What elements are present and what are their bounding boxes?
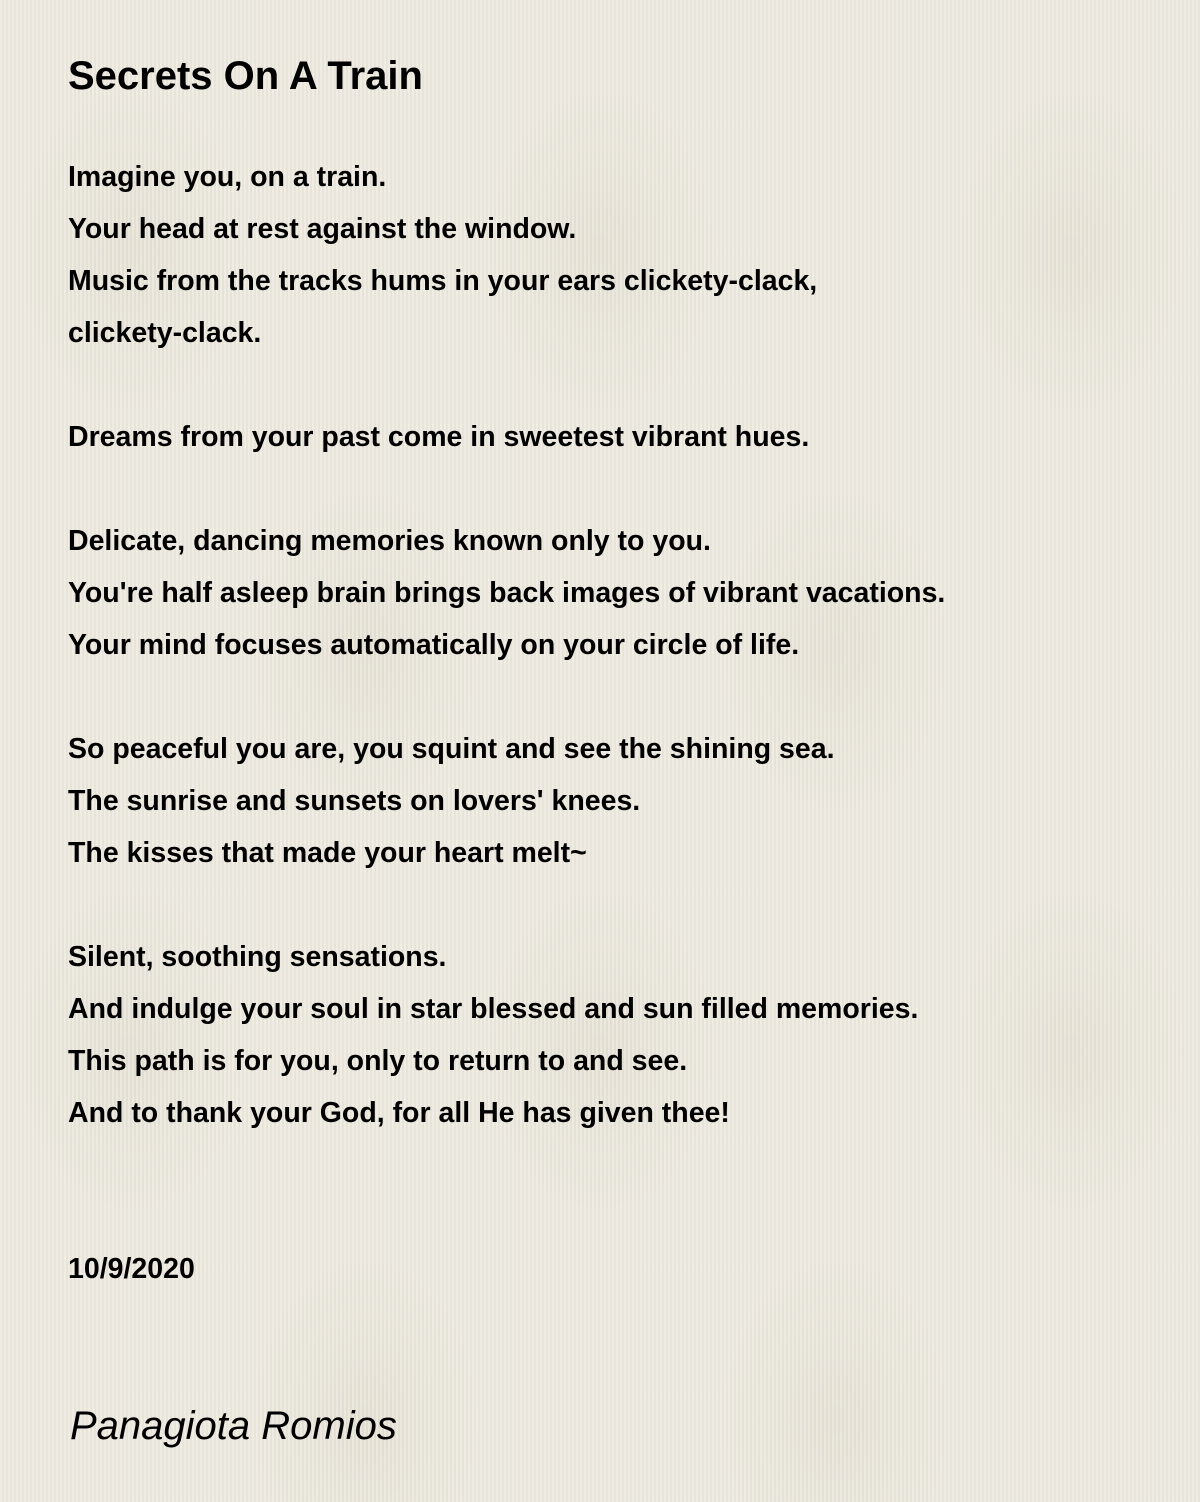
poem-date: 10/9/2020 — [68, 1253, 195, 1285]
poem-line: clickety-clack. — [68, 317, 262, 349]
poem-line: Your mind focuses automatically on your circle of life. — [68, 629, 800, 661]
poem-line: This path is for you, only to return to and see. — [68, 1045, 688, 1077]
stanza-5 — [68, 931, 1168, 1139]
stanza-3 — [68, 515, 1168, 671]
poem-line: Dreams from your past come in sweetest vibrant hues. — [68, 421, 810, 453]
poem-line: Imagine you, on a train. — [68, 161, 387, 193]
poem-author: Panagiota Romios — [70, 1404, 397, 1448]
stanza-2 — [68, 411, 1168, 463]
poem-title: Secrets On A Train — [68, 54, 423, 98]
poem-line: So peaceful you are, you squint and see the shining sea. — [68, 733, 835, 765]
poem-line: Music from the tracks hums in your ears clickety-clack, — [68, 265, 818, 297]
poem-line: Delicate, dancing memories known only to you. — [68, 525, 711, 557]
poem-line: The kisses that made your heart melt~ — [68, 837, 587, 869]
stanza-1 — [68, 151, 1168, 359]
poem-line: Your head at rest against the window. — [68, 213, 577, 245]
poem-line: You're half asleep brain brings back images of vibrant vacations. — [68, 577, 946, 609]
poem-line: Silent, soothing sensations. — [68, 941, 447, 973]
stanza-4 — [68, 723, 1168, 879]
poem-line: And indulge your soul in star blessed and sun filled memories. — [68, 993, 919, 1025]
poem-body — [68, 151, 1168, 1191]
poem-line: And to thank your God, for all He has given thee! — [68, 1097, 730, 1129]
poem-line: The sunrise and sunsets on lovers' knees. — [68, 785, 641, 817]
